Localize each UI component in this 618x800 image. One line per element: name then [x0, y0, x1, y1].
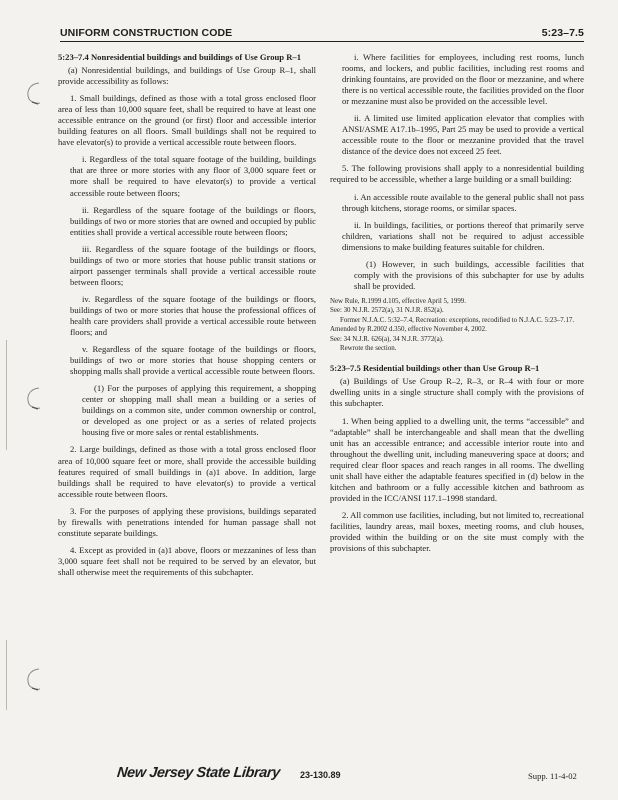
punch-hole-mark — [23, 80, 45, 106]
paragraph: (a) Nonresidential buildings, and buildings of Use Group R–1, shall provide accessibility as follows: — [58, 65, 316, 87]
paragraph: (1) For the purposes of applying this requirement, a shopping center or shopping mall shall mean a building or a series of buildings on a common site, under common ownership or control, or developed as one project or as a series of related projects housing five or more sales or rental establishments. — [82, 383, 316, 438]
running-header — [60, 27, 584, 39]
paragraph: (a) Buildings of Use Group R–2, R–3, or R–4 with four or more dwelling units in a single structure shall comply with the provisions of this subchapter. — [330, 376, 584, 409]
history-line: New Rule, R.1999 d.105, effective April 5, 1999. — [330, 297, 466, 305]
section-heading-7-4: 5:23–7.4 Nonresidential buildings and buildings of Use Group R–1 — [58, 52, 301, 62]
right-paragraphs-top — [330, 52, 584, 292]
left-paragraphs — [58, 65, 316, 578]
paragraph: i. Regardless of the total square footage of the building, buildings that are three or more stories with any floor of 3,000 square feet or more shall be required to have elevator(s) to provide a vertical accessible route between floors; — [70, 154, 316, 198]
right-column — [330, 52, 584, 560]
margin-scan-line — [6, 640, 7, 710]
header-rule — [60, 41, 584, 42]
paragraph: v. Regardless of the square footage of the buildings or floors, buildings of two or more stories that house shopping centers or shopping malls shall provide a vertical accessible route between floors. — [70, 344, 316, 377]
paragraph: 2. All common use facilities, including, but not limited to, recreational facilities, laundry areas, mail boxes, meeting rooms, and club houses, provided within the building or on the site must comply with the provisions of this subchapter. — [330, 509, 585, 554]
paragraph: iv. Regardless of the square footage of the buildings or floors, buildings of two or more stories that house the professional offices of health care providers shall provide a vertical accessible route between floors; and — [70, 293, 316, 338]
punch-hole-mark — [23, 666, 45, 692]
paragraph: iii. Regardless of the square footage of the buildings or floors, buildings of two or more stories that house public transit stations or airport passenger terminals shall provide a vertical accessible route between floors; — [70, 243, 316, 287]
paragraph: i. An accessible route available to the general public shall not pass through kitchens, storage rooms, or similar spaces. — [342, 191, 584, 213]
paragraph: (1) However, in such buildings, accessible facilities that comply with the provisions of this subchapter for use by adults shall be provided. — [354, 258, 584, 291]
history-line: See: 34 N.J.R. 626(a), 34 N.J.R. 3772(a). — [330, 335, 444, 343]
page-footer — [0, 766, 618, 790]
supplement-date: Supp. 11-4-02 — [528, 771, 577, 781]
history-note — [330, 298, 584, 353]
punch-hole-mark — [23, 385, 45, 411]
paragraph: 2. Large buildings, defined as those with a total gross enclosed floor area of 10,000 square feet or more, shall provide the accessible building features required of small buildings in (a)1 above. In addition, large buildings shall be required to have elevator(s) to provide a vertical accessible route between floors. — [58, 444, 316, 499]
paragraph: 3. For the purposes of applying these provisions, buildings separated by firewalls with penetrations intended for human passage shall not constitute separate buildings. — [58, 505, 316, 538]
paragraph: 5. The following provisions shall apply to a nonresidential building required to be accessible, whether a large building or a small building: — [330, 163, 584, 185]
library-stamp: New Jersey State Library — [116, 765, 281, 781]
right-paragraphs-bottom — [330, 376, 584, 554]
margin-scan-line — [6, 340, 7, 450]
page-number: 23-130.89 — [300, 770, 341, 780]
history-line: See: 30 N.J.R. 2572(a), 31 N.J.R. 852(a). — [330, 307, 444, 315]
paragraph: ii. Regardless of the square footage of the buildings or floors, buildings of two or more stories that are owned and occupied by public entities shall provide a vertical accessible route between floors; — [70, 204, 316, 237]
paragraph: ii. A limited use limited application elevator that complies with ANSI/ASME A17.1b–1995, Part 25 may be used to provide a vertical accessible route to the floor or mezzanine provided that the travel distance of the device does not exceed 25 feet. — [342, 113, 584, 157]
history-line: Amended by R.2002 d.350, effective November 4, 2002. — [330, 326, 487, 334]
left-column — [58, 52, 316, 584]
section-heading-7-5: 5:23–7.5 Residential buildings other than Use Group R–1 — [330, 363, 540, 374]
history-line: Former N.J.A.C. 5:32–7.4, Recreation: exceptions, recodified to N.J.A.C. 5:23–7.17. — [340, 316, 575, 324]
paragraph: 1. When being applied to a dwelling unit, the terms “accessible” and “adaptable” shall be interchangeable and shall mean that the dwelling unit has an accessible entrance; and accessible interior route into and throughout the dwelling unit, including maneuvering space at doors; and required clear floor spaces and reach ranges in all rooms. The dwelling unit shall have either the adaptable features specified in (d) below in the kitchen and bathroom or a fully accessible kitchen and bathroom as provided in the ICC/ANSI 117.1–1998 standard. — [330, 415, 584, 503]
header-title: UNIFORM CONSTRUCTION CODE — [60, 27, 233, 39]
history-line: Rewrote the section. — [340, 344, 397, 352]
paragraph: ii. In buildings, facilities, or portions thereof that primarily serve children, variations shall not be required to adjust accessible dimensions to make building features suitable for children. — [342, 219, 584, 252]
paragraph: 1. Small buildings, defined as those with a total gross enclosed floor area of less than 10,000 square feet, shall be required to have at least one accessible entrance on the ground (or first) floor and accessible interior building features on all floors. Small buildings shall not be required to have elevator(s) to provide a vertical accessible route between floors. — [58, 93, 316, 148]
paragraph: i. Where facilities for employees, including rest rooms, lunch rooms, and lockers, and public facilities, including rest rooms and drinking fountains, are provided on the floor or mezzanine, and where there is no vertical accessible route, the facilities provided on the floor or mezzanine must also be provided on the accessible level. — [342, 52, 584, 107]
paragraph: 4. Except as provided in (a)1 above, floors or mezzanines of less than 3,000 square feet shall not be required to be served by an elevator, but shall otherwise meet the requirements of this subchapter. — [58, 544, 316, 577]
header-section-number: 5:23–7.5 — [541, 27, 584, 39]
